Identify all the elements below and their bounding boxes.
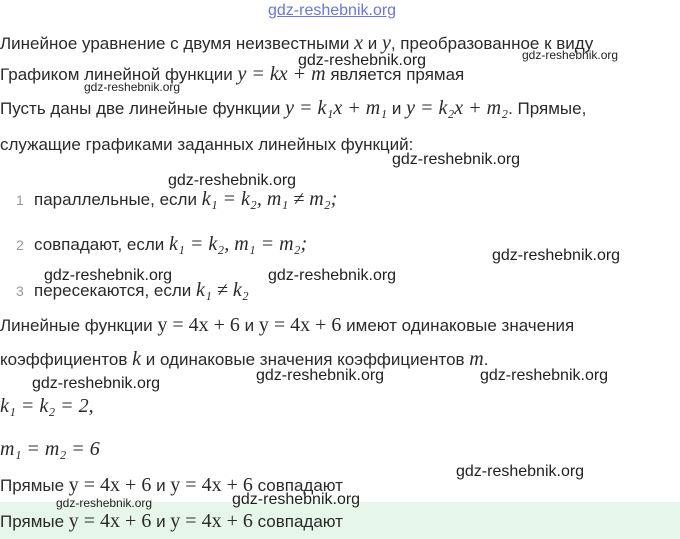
watermark: gdz-reshebnik.org bbox=[456, 463, 585, 480]
text-segment: Прямые bbox=[0, 512, 69, 531]
equation-k: k₁ = k₂ = 2, bbox=[0, 395, 94, 417]
text-line-1 bbox=[0, 32, 593, 55]
text-segment: и bbox=[239, 316, 259, 335]
watermark: gdz-reshebnik.org bbox=[44, 267, 173, 284]
text-segment: Графиком линейной функции bbox=[0, 65, 238, 84]
text-segment: и bbox=[151, 512, 171, 531]
text-segment: и bbox=[151, 476, 171, 495]
text-segment: и bbox=[363, 34, 382, 53]
math-formula: y = 4x + 6 bbox=[258, 314, 342, 336]
text-segment: Прямые bbox=[0, 476, 69, 495]
list-item-condition: k₁ = k₂, m₁ ≠ m₂; bbox=[201, 188, 338, 210]
text-segment: . bbox=[483, 350, 489, 369]
watermark: gdz-reshebnik.org bbox=[522, 48, 619, 62]
list-number: 3 bbox=[16, 283, 24, 299]
watermark: gdz-reshebnik.org bbox=[480, 367, 609, 384]
text-line-3 bbox=[0, 97, 586, 120]
text-segment: является прямая bbox=[325, 65, 465, 84]
text-segment: совпадают bbox=[252, 512, 343, 531]
text-segment: имеют одинаковые значения bbox=[341, 316, 575, 335]
text-segment: и bbox=[387, 99, 407, 118]
text-line-4: служащие графиками заданных линейных функций: bbox=[0, 135, 414, 154]
watermark: gdz-reshebnik.org bbox=[392, 151, 521, 168]
math-formula: y = 4x + 6 bbox=[170, 474, 253, 496]
text-segment: совпадают bbox=[252, 476, 343, 495]
math-formula: y = 4x + 6 bbox=[170, 510, 253, 532]
watermark: gdz-reshebnik.org bbox=[232, 491, 361, 508]
watermark: gdz-reshebnik.org bbox=[84, 80, 181, 94]
text-segment: и одинаковые значения коэффициентов bbox=[141, 350, 470, 369]
text-segment: . Прямые, bbox=[508, 99, 587, 118]
math-formula: y = 4x + 6 bbox=[157, 314, 240, 336]
equation-m: m₁ = m₂ = 6 bbox=[0, 438, 100, 460]
math-formula: y = 4x + 6 bbox=[68, 510, 152, 532]
watermark: gdz-reshebnik.org bbox=[32, 375, 161, 392]
answer-line bbox=[0, 510, 343, 533]
text-segment: Пусть даны две линейные функции bbox=[0, 99, 286, 118]
math-formula: y = k₁x + m₁ bbox=[285, 97, 388, 119]
math-formula: y = kx + m bbox=[237, 63, 326, 85]
math-x: x bbox=[354, 32, 364, 54]
list-item bbox=[34, 188, 337, 211]
text-segment: Линейные функции bbox=[0, 316, 158, 335]
list-item-condition: k₁ = k₂, m₁ = m₂; bbox=[169, 233, 308, 255]
text-segment: коэффициентов bbox=[0, 350, 133, 369]
list-item-condition: k₁ ≠ k₂ bbox=[196, 279, 249, 301]
list-number: 2 bbox=[16, 237, 24, 253]
watermark: gdz-reshebnik.org bbox=[492, 247, 621, 264]
math-formula: y = 4x + 6 bbox=[68, 474, 152, 496]
list-item-text: совпадают, если bbox=[34, 235, 170, 254]
math-m: m bbox=[469, 348, 484, 370]
math-k: k bbox=[132, 348, 141, 370]
text-line-5 bbox=[0, 314, 574, 337]
text-segment: , преобразованное к виду bbox=[390, 34, 594, 53]
text-segment: Линейное уравнение с двумя неизвестными bbox=[0, 34, 355, 53]
watermark: gdz-reshebnik.org bbox=[268, 267, 397, 284]
list-item-text: пересекаются, если bbox=[34, 281, 197, 300]
watermark: gdz-reshebnik.org bbox=[168, 172, 297, 189]
math-formula: y = k₂x + m₂ bbox=[406, 97, 509, 119]
text-line-6 bbox=[0, 348, 488, 371]
list-item bbox=[34, 233, 307, 256]
watermark: gdz-reshebnik.org bbox=[298, 52, 427, 69]
list-item-text: параллельные, если bbox=[34, 190, 202, 209]
watermark: gdz-reshebnik.org bbox=[56, 496, 153, 510]
watermark-top-link[interactable]: gdz-reshebnik.org bbox=[268, 2, 397, 19]
math-y: y bbox=[381, 32, 391, 54]
list-number: 1 bbox=[16, 192, 24, 208]
watermark: gdz-reshebnik.org bbox=[256, 367, 385, 384]
